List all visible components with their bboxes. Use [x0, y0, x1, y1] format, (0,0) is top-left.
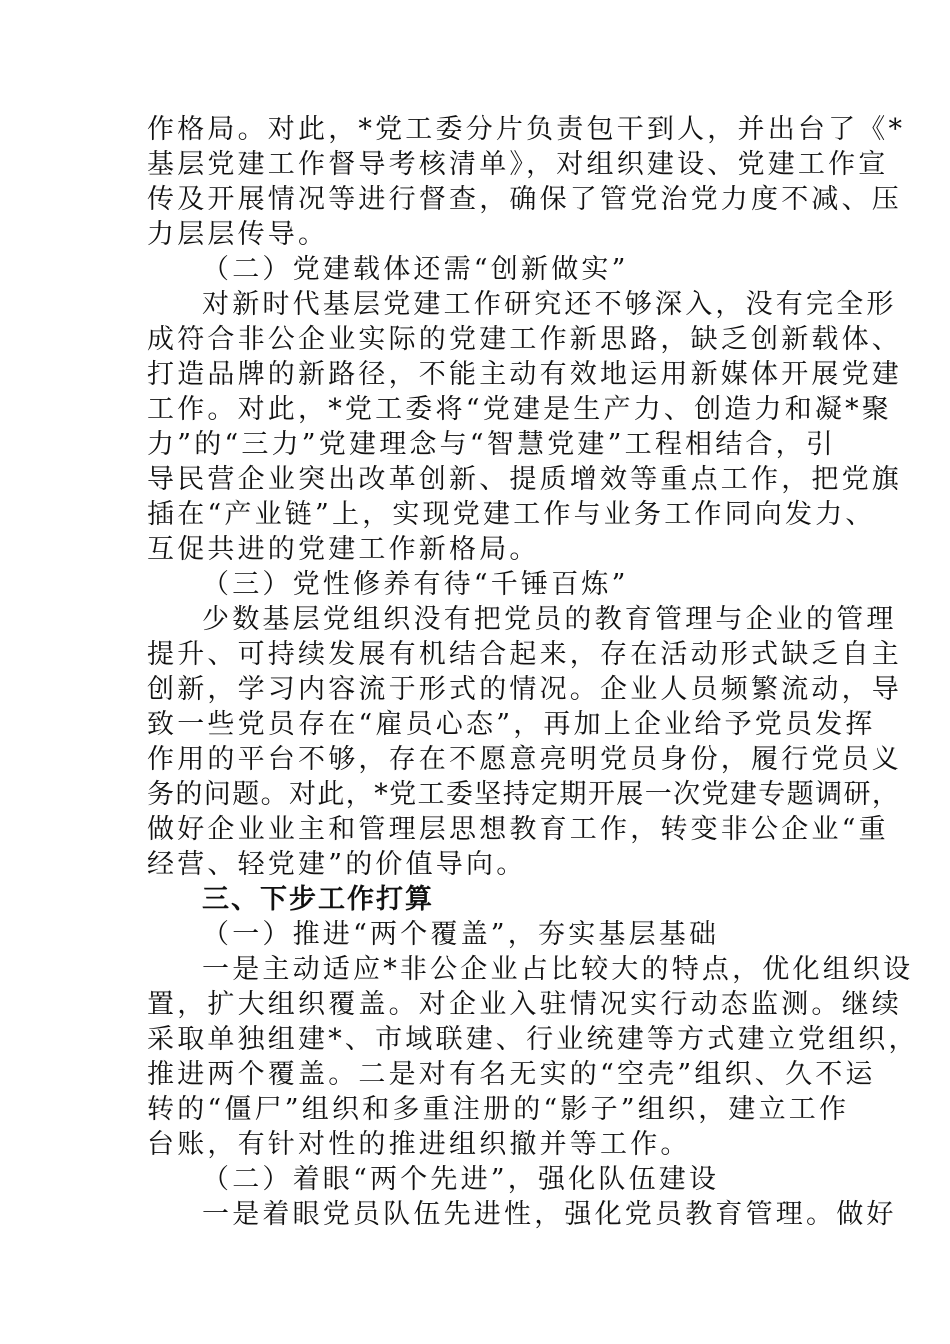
paragraph-line: 创新，学习内容流于形式的情况。企业人员频繁流动，导	[147, 674, 902, 705]
paragraph-line: 做好企业业主和管理层思想教育工作，转变非公企业“重	[147, 814, 889, 845]
paragraph-line: 少数基层党组织没有把党员的教育管理与企业的管理	[202, 604, 897, 635]
paragraph-line: 作用的平台不够，存在不愿意亮明党员身份，履行党员义	[147, 744, 902, 775]
paragraph-line: 采取单独组建*、市域联建、行业统建等方式建立党组织，	[147, 1024, 919, 1055]
paragraph-line: 置，扩大组织覆盖。对企业入驻情况实行动态监测。继续	[147, 989, 902, 1020]
paragraph-line: 导民营企业突出改革创新、提质增效等重点工作，把党旗	[147, 464, 902, 495]
paragraph-line: 对新时代基层党建工作研究还不够深入，没有完全形	[202, 289, 897, 320]
paragraph-line: 转的“僵尸”组织和多重注册的“影子”组织，建立工作	[147, 1094, 850, 1125]
paragraph-line: 力层层传导。	[147, 219, 329, 250]
paragraph-line: 互促共进的党建工作新格局。	[147, 534, 540, 565]
paragraph-line: 作格局。对此，*党工委分片负责包干到人，并出台了《*	[147, 114, 906, 145]
subheading: （一）推进“两个覆盖”，夯实基层基础	[202, 919, 720, 950]
paragraph-line: 致一些党员存在“雇员心态”，再加上企业给予党员发挥	[147, 709, 876, 740]
paragraph-line: 成符合非公企业实际的党建工作新思路，缺乏创新载体、	[147, 324, 902, 355]
paragraph-line: 一是着眼党员队伍先进性，强化党员教育管理。做好	[202, 1199, 897, 1230]
paragraph-line: 力”的“三力”党建理念与“智慧党建”工程相结合，引	[147, 429, 837, 460]
section-heading: 三、下步工作打算	[202, 884, 434, 915]
paragraph-line: 台账，有针对性的推进组织撤并等工作。	[147, 1129, 691, 1160]
paragraph-line: 经营、轻党建”的价值导向。	[147, 849, 527, 880]
paragraph-line: 传及开展情况等进行督查，确保了管党治党力度不减、压	[147, 184, 902, 215]
paragraph-line: 基层党建工作督导考核清单》，对组织建设、党建工作宣	[147, 149, 889, 180]
document-body	[147, 112, 919, 1232]
paragraph-line: 一是主动适应*非公企业占比较大的特点，优化组织设	[202, 954, 914, 985]
paragraph-line: 工作。对此，*党工委将“党建是生产力、创造力和凝*聚	[147, 394, 893, 425]
paragraph-line: 推进两个覆盖。二是对有名无实的“空壳”组织、久不运	[147, 1059, 876, 1090]
subheading: （二）着眼“两个先进”，强化队伍建设	[202, 1164, 720, 1195]
paragraph-line: 务的问题。对此，*党工委坚持定期开展一次党建专题调研，	[147, 779, 901, 810]
paragraph-line: 打造品牌的新路径，不能主动有效地运用新媒体开展党建	[147, 359, 902, 390]
paragraph-line: 插在“产业链”上，实现党建工作与业务工作同向发力、	[147, 499, 876, 530]
paragraph-line: 提升、可持续发展有机结合起来，存在活动形式缺乏自主	[147, 639, 902, 670]
subheading: （三）党性修养有待“千锤百炼”	[202, 569, 629, 600]
subheading: （二）党建载体还需“创新做实”	[202, 254, 629, 285]
